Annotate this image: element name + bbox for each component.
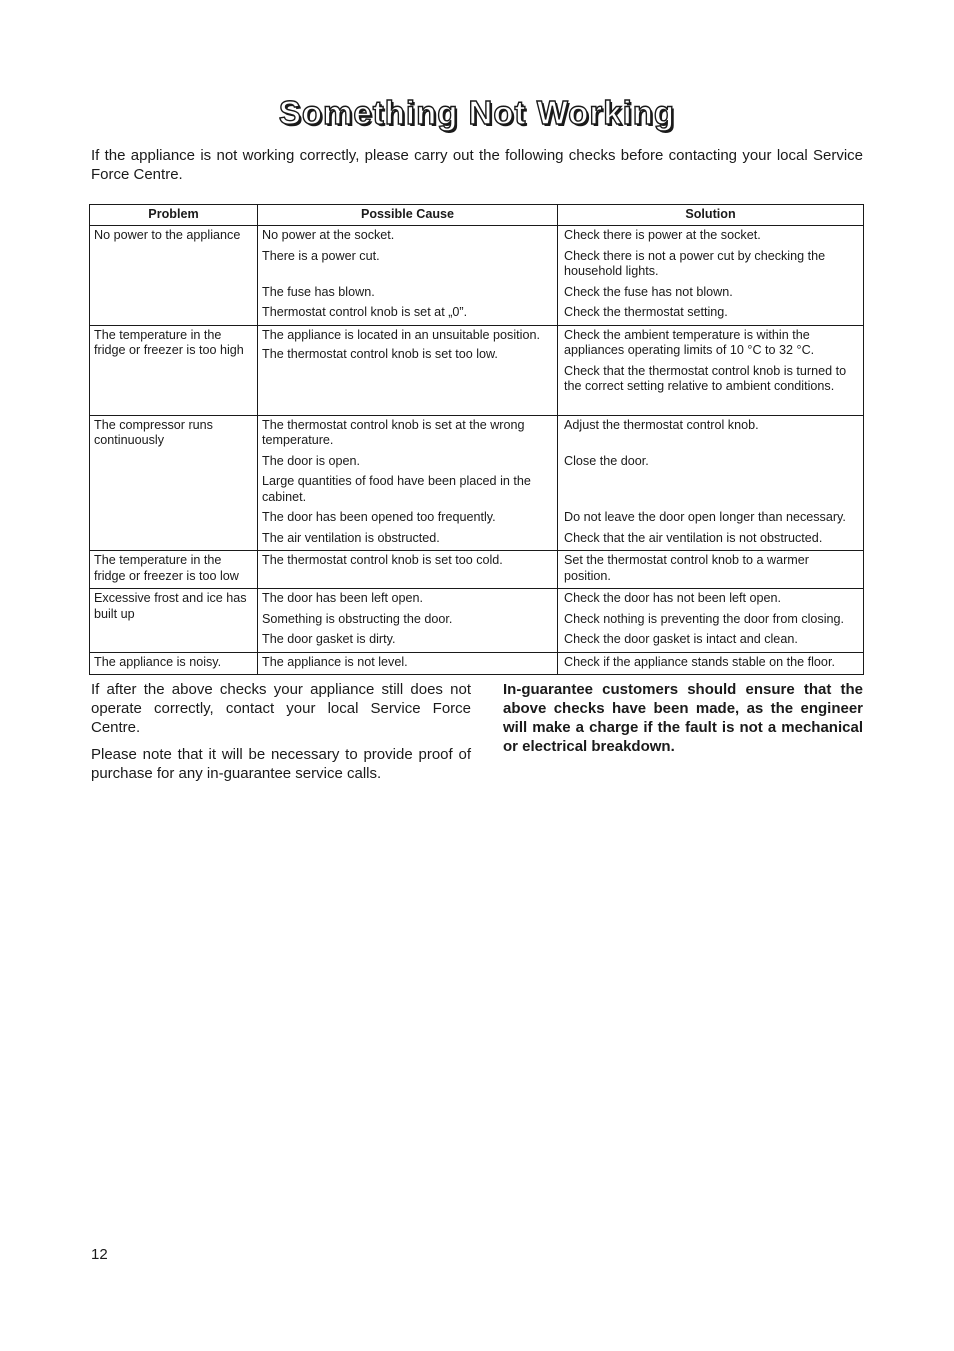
solution-text: Do not leave the door open longer than necessary.	[564, 510, 846, 524]
solution-cell	[558, 589, 864, 653]
problem-text: The temperature in the fridge or freezer is too high	[94, 327, 244, 357]
solution-text: Check there is not a power cut by checking the household lights.	[564, 248, 826, 278]
cause-text: The door gasket is dirty.	[262, 632, 396, 646]
troubleshooting-table	[89, 204, 864, 675]
solution-text: Check the door has not been left open.	[564, 591, 782, 605]
cause-cell	[258, 415, 558, 551]
solution-text: Close the door.	[564, 453, 649, 468]
problem-text: Excessive frost and ice has built up	[94, 591, 247, 621]
problem-cell	[90, 226, 258, 326]
solution-cell	[558, 551, 864, 589]
problem-cell	[90, 589, 258, 653]
cause-text: The door is open.	[262, 453, 361, 468]
solution-text: Check there is power at the socket.	[564, 228, 761, 242]
solution-text: Check the fuse has not blown.	[564, 284, 733, 299]
cause-text: Thermostat control knob is set at „0”.	[262, 305, 468, 319]
table-row	[90, 652, 864, 675]
table-header-row	[90, 205, 864, 226]
cause-text: Large quantities of food have been placed in the cabinet.	[262, 474, 531, 504]
cause-text: The fuse has blown.	[262, 284, 375, 299]
cause-cell	[258, 551, 558, 589]
problem-cell	[90, 652, 258, 675]
intro-paragraph: If the appliance is not working correctly, please carry out the following checks before contacting your local Service Force Centre.	[91, 147, 863, 183]
table-row	[90, 415, 864, 551]
cause-text: The door has been opened too frequently.	[262, 510, 496, 524]
header-possible-cause: Possible Cause	[258, 205, 558, 226]
solution-text: Adjust the thermostat control knob.	[564, 417, 759, 432]
problem-cell	[90, 415, 258, 551]
header-problem: Problem	[90, 205, 258, 226]
cause-text: The thermostat control knob is set too low.	[262, 347, 498, 361]
header-solution: Solution	[558, 205, 864, 226]
cause-cell	[258, 652, 558, 675]
cause-text: The door has been left open.	[262, 591, 424, 605]
cause-text: No power at the socket.	[262, 228, 395, 242]
solution-text: Check the door gasket is intact and clean.	[564, 632, 798, 646]
solution-text: Check nothing is preventing the door from closing.	[564, 611, 845, 626]
solution-text: Set the thermostat control knob to a warmer position.	[564, 553, 809, 583]
cause-cell	[258, 325, 558, 415]
after-checks-paragraph: If after the above checks your appliance still does not operate correctly, contact your local Service Force Centre.	[91, 681, 471, 736]
problem-text: The appliance is noisy.	[94, 654, 222, 669]
solution-text: Check the ambient temperature is within the appliances operating limits of 10 °C to 32 °C.	[564, 327, 815, 357]
cause-text: There is a power cut.	[262, 248, 380, 263]
cause-cell	[258, 589, 558, 653]
page-title: Something Not Working	[278, 94, 676, 131]
problem-text: The temperature in the fridge or freezer is too low	[94, 553, 239, 583]
cause-text: The appliance is located in an unsuitable position.	[262, 327, 540, 342]
cause-text: The thermostat control knob is set too cold.	[262, 553, 503, 567]
problem-text: No power to the appliance	[94, 228, 241, 242]
solution-text	[558, 474, 863, 505]
problem-cell	[90, 325, 258, 415]
problem-text: The compressor runs continuously	[94, 417, 213, 447]
proof-of-purchase-paragraph: Please note that it will be necessary to provide proof of purchase for any in-guarantee service calls.	[91, 746, 471, 782]
cause-text: The thermostat control knob is set at the wrong temperature.	[262, 417, 525, 447]
problem-cell	[90, 551, 258, 589]
guarantee-note: In-guarantee customers should ensure that the above checks have been made, as the engineer will make a charge if the fault is not a mechanical or electrical breakdown.	[503, 681, 863, 755]
page-number: 12	[91, 1246, 108, 1263]
solution-cell	[558, 325, 864, 415]
solution-text: Check that the thermostat control knob is turned to the correct setting relative to ambient conditions.	[564, 363, 847, 393]
cause-text: The air ventilation is obstructed.	[262, 530, 440, 545]
solution-cell	[558, 226, 864, 326]
cause-cell	[258, 226, 558, 326]
table-row	[90, 551, 864, 589]
table-row	[90, 589, 864, 653]
solution-cell	[558, 652, 864, 675]
solution-text: Check if the appliance stands stable on the floor.	[564, 654, 835, 669]
cause-text: The appliance is not level.	[262, 654, 408, 669]
table-row	[90, 226, 864, 326]
solution-text: Check the thermostat setting.	[564, 305, 728, 319]
after-checks-section	[91, 680, 471, 791]
solution-text: Check that the air ventilation is not obstructed.	[564, 530, 823, 545]
cause-text: Something is obstructing the door.	[262, 611, 453, 626]
solution-cell	[558, 415, 864, 551]
table-row	[90, 325, 864, 415]
